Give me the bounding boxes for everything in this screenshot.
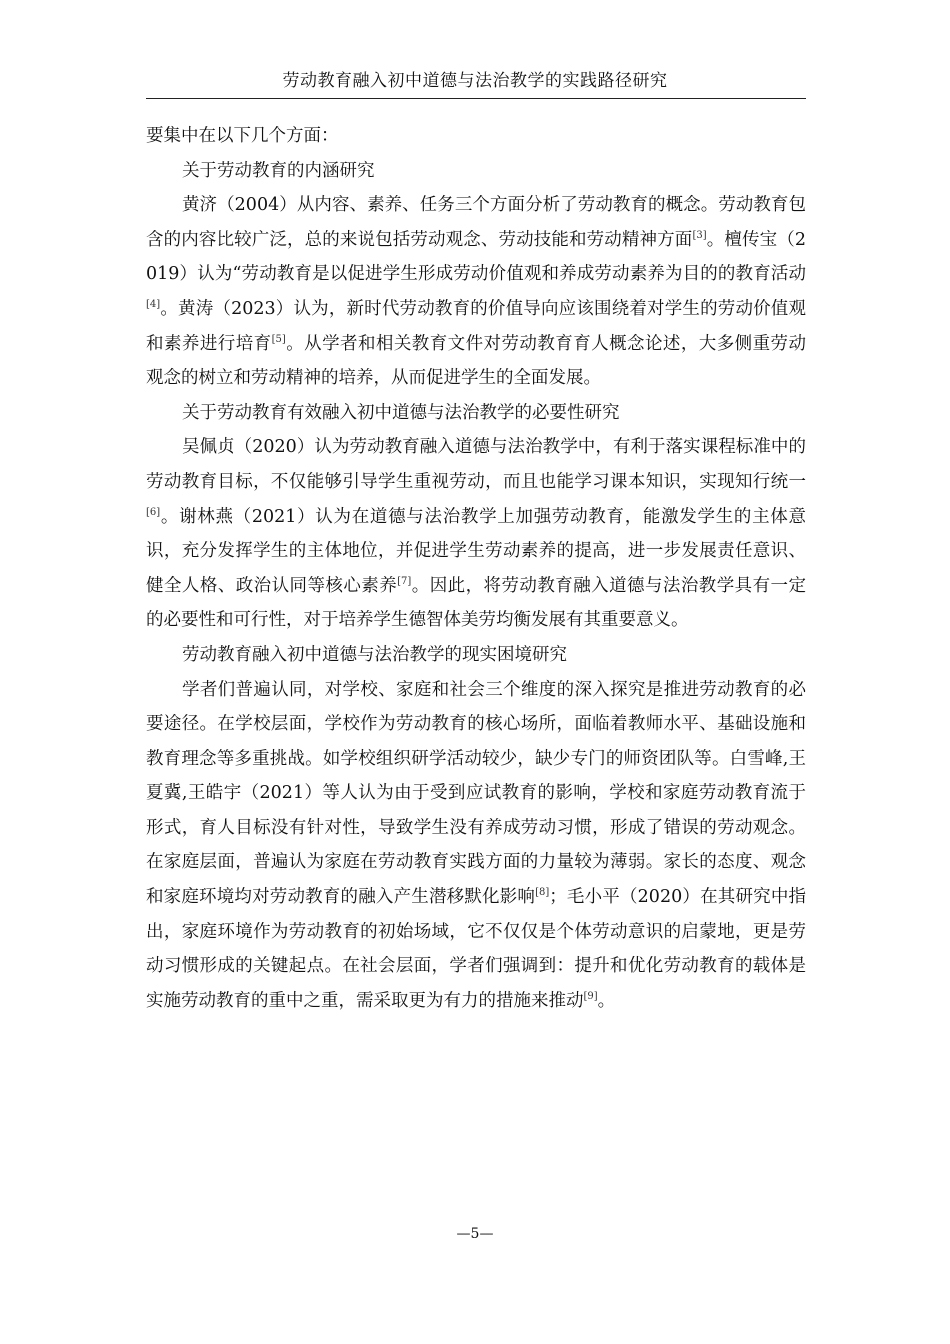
citation-ref: [8] — [535, 887, 550, 899]
text-segment: 。黄涛（2023）认为，新时代劳动教育的价值导向应该围绕着对学生的劳动价值观和素养进行培育 — [146, 298, 806, 354]
text-segment: 黄济（2004）从内容、素养、任务三个方面分析了劳动教育的概念。劳动教育包含的内容比较广泛，总的来说包括劳动观念、劳动技能和劳动精神方面 — [146, 195, 806, 250]
paragraph-dilemma — [146, 673, 806, 1019]
text-segment: 。檀传宝（2019）认为“劳动教育是以促进学生形成劳动价值观和养成劳动素养为目的的教育活动 — [146, 229, 807, 285]
text-segment: 。因此，将劳动教育融入道德与法治教学具有一定的必要性和可行性，对于培养学生德智体美劳均衡发展有其重要意义。 — [146, 575, 806, 631]
paragraph-connotation — [146, 188, 806, 396]
page-number: —5— — [456, 1226, 494, 1242]
document-body — [146, 119, 806, 1018]
citation-ref: [4] — [146, 298, 161, 310]
text-segment: 吴佩贞（2020）认为劳动教育融入道德与法治教学中，有利于落实课程标准中的劳动教育目标，不仅能够引导学生重视劳动，而且也能学习课本知识，实现知行统一 — [146, 437, 806, 492]
citation-ref: [5] — [271, 333, 286, 345]
text-segment: 。谢林燕（2021）认为在道德与法治教学上加强劳动教育，能激发学生的主体意识，充分发挥学生的主体地位，并促进学生劳动素养的提高，进一步发展责任意识、健全人格、政治认同等核心素养 — [146, 506, 806, 596]
text-segment: 。从学者和相关教育文件对劳动教育育人概念论述，大多侧重劳动观念的树立和劳动精神的培养，从而促进学生的全面发展。 — [146, 333, 806, 389]
citation-ref: [3] — [692, 229, 707, 241]
section-heading-necessity: 关于劳动教育有效融入初中道德与法治教学的必要性研究 — [182, 402, 620, 423]
section-heading-connotation: 关于劳动教育的内涵研究 — [182, 160, 375, 181]
text-segment: 。 — [597, 990, 616, 1011]
paragraph-necessity — [146, 430, 806, 638]
text-segment: ；毛小平（2020）在其研究中指出，家庭环境作为劳动教育的初始场域，它不仅仅是个体劳动意识的启蒙地，更是劳动习惯形成的关键起点。在社会层面，学者们强调到：提升和优化劳动教育的载体是实施劳动教育的重中之重，需采取更为有力的措施来推动 — [146, 887, 807, 1011]
header-rule — [146, 98, 806, 99]
intro-line: 要集中在以下几个方面： — [146, 126, 339, 146]
citation-ref: [6] — [146, 506, 161, 518]
section-heading-dilemma: 劳动教育融入初中道德与法治教学的现实困境研究 — [182, 644, 567, 665]
running-header: 劳动教育融入初中道德与法治教学的实践路径研究 — [282, 71, 668, 91]
citation-ref: [9] — [583, 990, 598, 1002]
citation-ref: [7] — [397, 575, 412, 587]
text-segment: 学者们普遍认同，对学校、家庭和社会三个维度的深入探究是推进劳动教育的必要途径。在学校层面，学校作为劳动教育的核心场所，面临着教师水平、基础设施和教育理念等多重挑战。如学校组织研学活动较少，缺少专门的师资团队等。白雪峰,王夏冀,王皓宇（2021）等人认为由于受到应试教育的影响，学校和家庭劳动教育流于形式，育人目标没有针对性，导致学生没有养成劳动习惯，形成了错误的劳动观念。在家庭层面，普遍认为家庭在劳动教育实践方面的力量较为薄弱。家长的态度、观念和家庭环境均对劳动教育的融入产生潜移默化影响 — [146, 679, 806, 908]
